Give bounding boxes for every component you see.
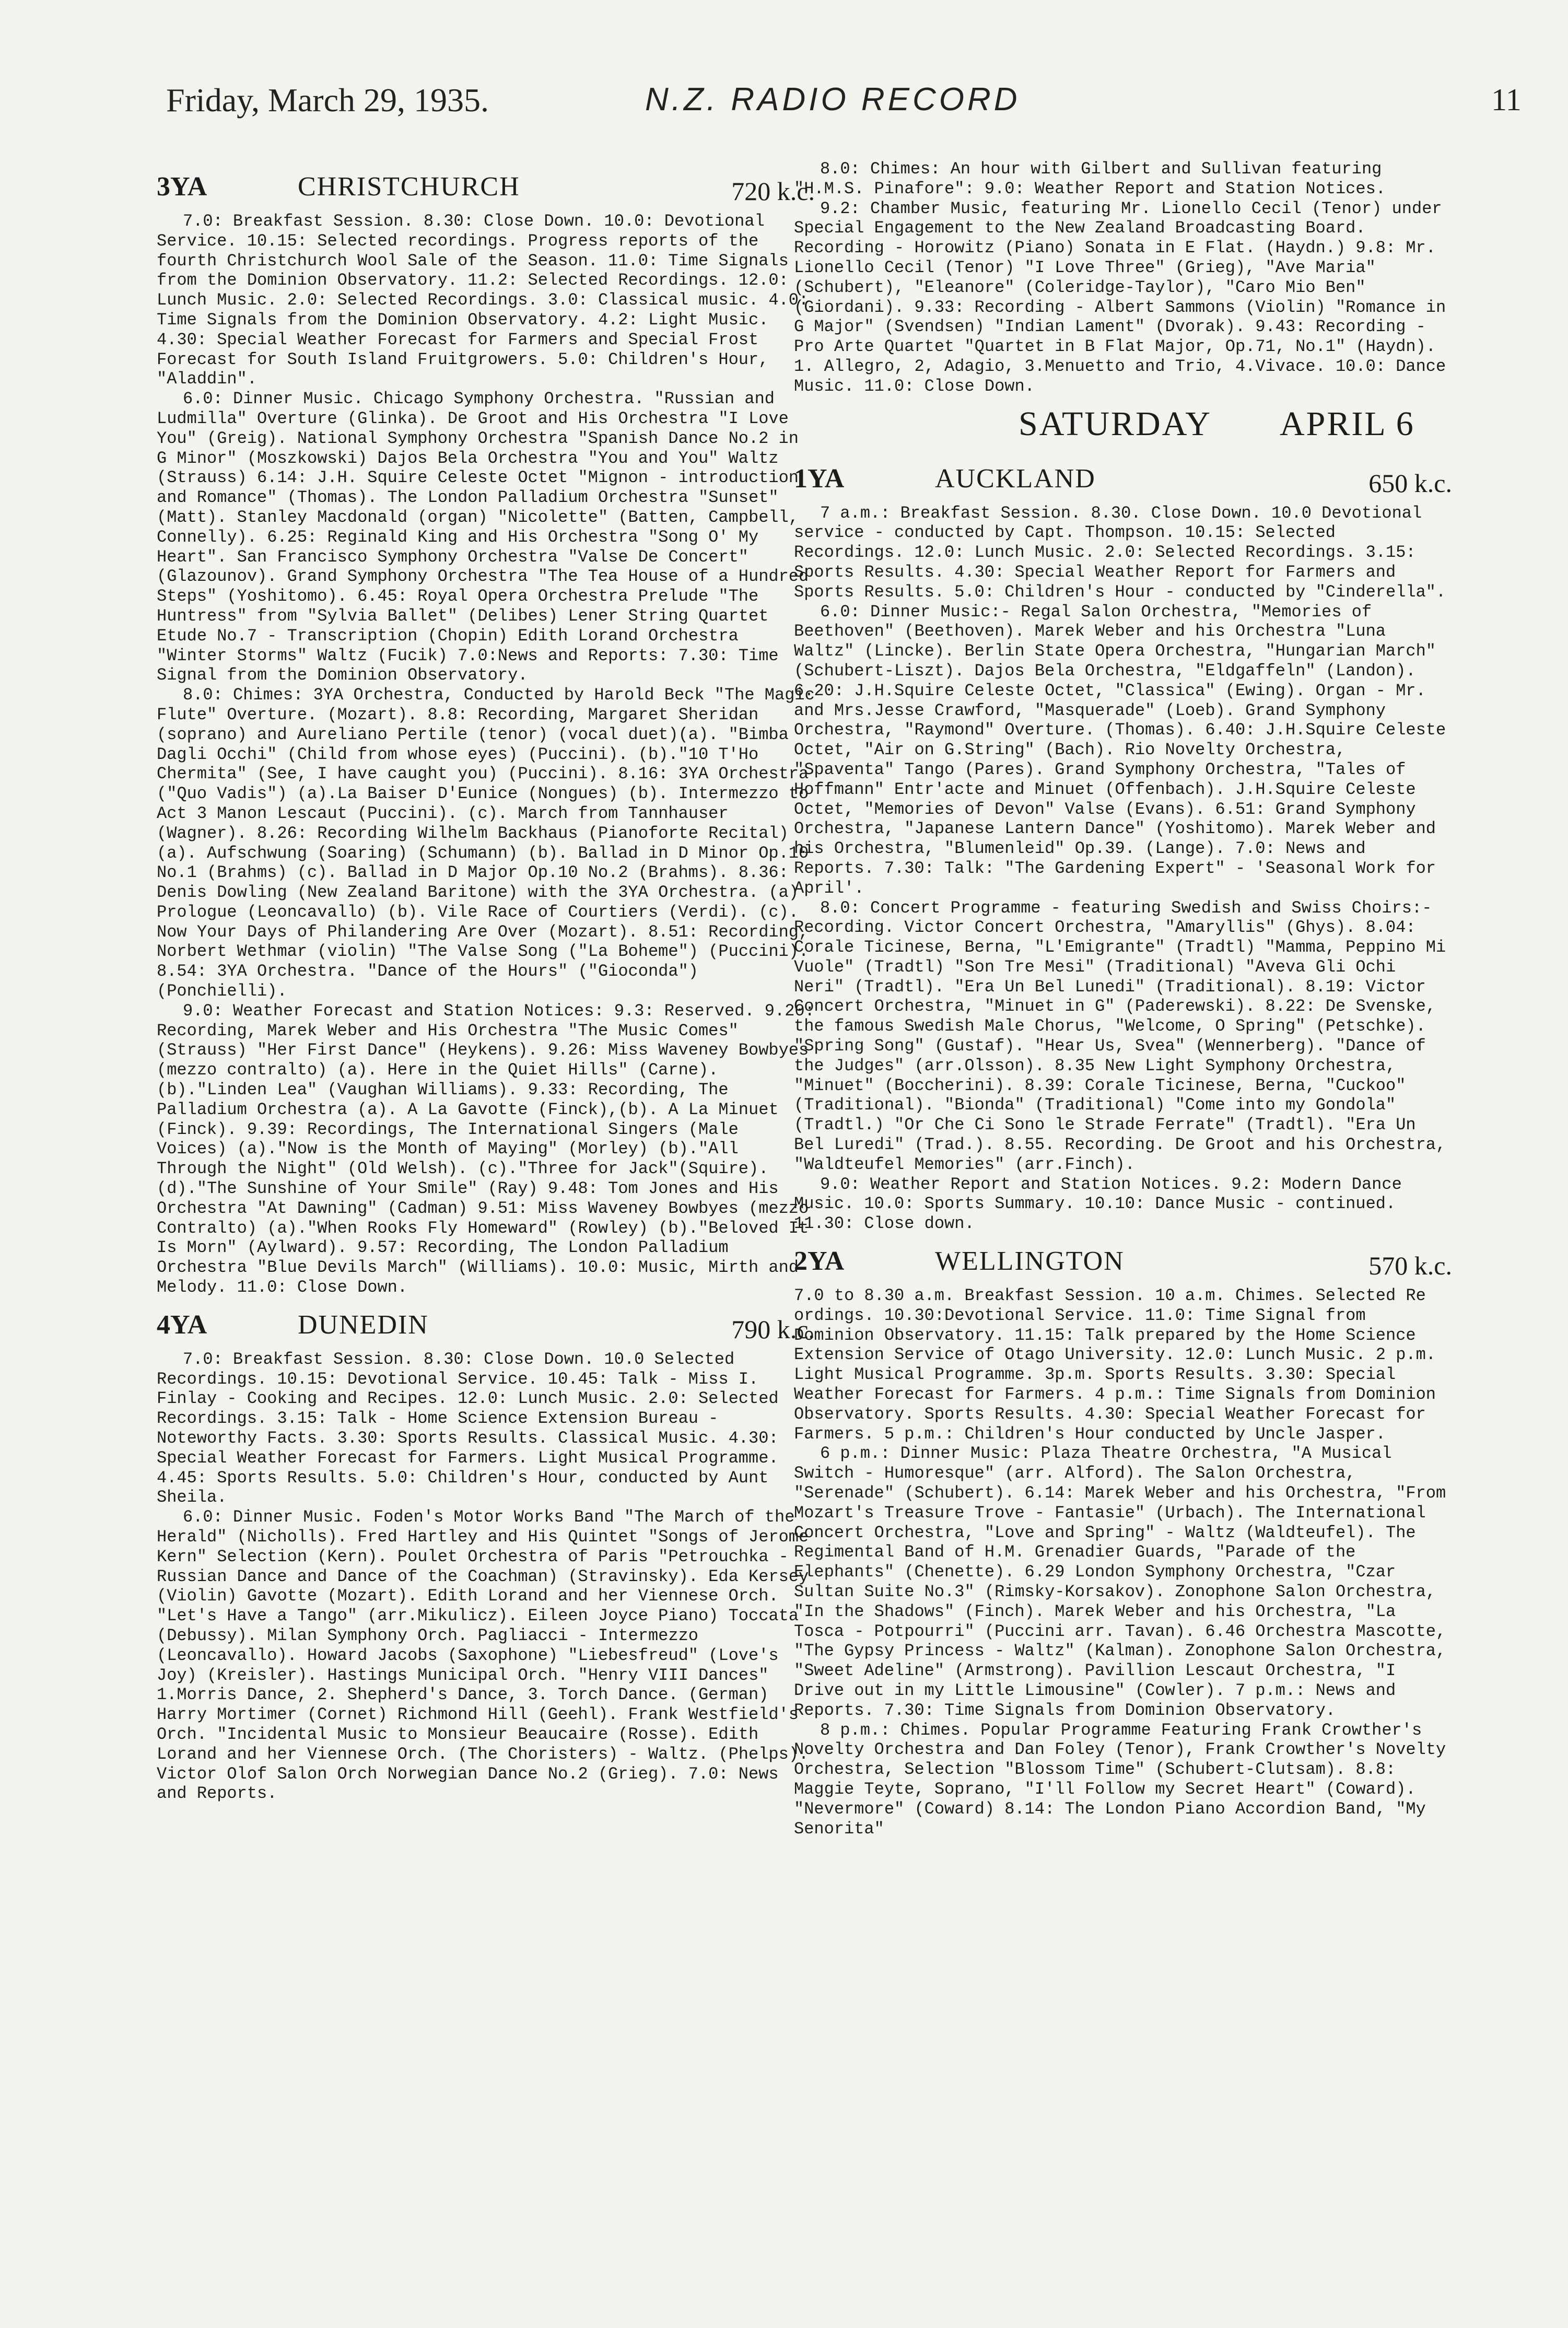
programme-paragraph: 6.0: Dinner Music. Chicago Symphony Orchestra. "Russian and Ludmilla" Overture (Glinka). De Groot and His Orchestra "I Love You" (Greig). National Symphony Orchestra "Spanish Dance No.2 in G Minor" (Moszkowski) Dajos Bela Orchestra "You and You" Waltz (Strauss) 6.14: J.H. Squire Celeste Octet "Mignon - introduction and Romance" (Thomas). The London Palladium Orchestra "Sunset" (Matt). Stanley Macdonald (organ) "Nicolette" (Batten, Campbell, Connelly). 6.25: Reginald King and His Orchestra "Song O' My Heart". San Francisco Symphony Orchestra "Valse De Concert" (Glazounov). Grand Symphony Orchestra "The Tea House of a Hundred Steps" (Yoshitomo). 6.45: Royal Opera Orchestra Prelude "The Huntress" from "Sylvia Ballet" (Delibes) Lener String Quartet Etude No.7 - Transcription (Chopin) Edith Lorand Orchestra "Winter Storms" Waltz (Fucik) 7.0:News and Reports: 7.30: Time Signal from the Dominion Observatory. — [157, 389, 809, 685]
programme-paragraph: 6 p.m.: Dinner Music: Plaza Theatre Orchestra, "A Musical Switch - Humoresque" (arr. Alford). The Salon Orchestra, "Serenade" (Schubert). 6.14: Marek Weber and his Orchestra, "From Mozart's Treasure Trove - Fantasie" (Urbach). The International Concert Orchestra, "Love and Spring" - Waltz (Waldteufel). The Regimental Band of H.M. Grenadier Guards, "Parade of the Elephants" (Chenette). 6.29 London Symphony Orchestra, "Czar Sultan Suite No.3" (Rimsky-Korsakov). Zonophone Salon Orchestra, "In the Shadows" (Finch). Marek Weber and his Orchestra, "La Tosca - Potpourri" (Puccini arr. Tavan). 6.46 Orchestra Mascotte, "The Gypsy Princess - Waltz" (Kalman). Zonophone Salon Orchestra, "Sweet Adeline" (Armstrong). Pavillion Lescaut Orchestra, "I Drive out in my Little Limousine" (Cowler). 7 p.m.: News and Reports. 7.30: Time Signals from Dominion Observatory. — [794, 1444, 1446, 1720]
day-name: SATURDAY — [1019, 404, 1212, 443]
programme-paragraph: 8.0: Chimes: 3YA Orchestra, Conducted by Harold Beck "The Magic Flute" Overture. (Mozart). 8.8: Recording, Margaret Sheridan (soprano) and Aureliano Pertile (tenor) (vocal duet)(a). "Bimba Dagli Occhi" (Child from whose eyes) (Puccini). (b)."10 T'Ho Chermita" (See, I have caught you) (Puccini). 8.16: 3YA Orchestra ("Quo Vadis") (a).La Baiser D'Eunice (Nongues) (b). Intermezzo to Act 3 Manon Lescaut (Puccini). (c). March from Tannhauser (Wagner). 8.26: Recording Wilhelm Backhaus (Pianoforte Recital) (a). Aufschwung (Soaring) (Schumann) (b). Ballad in D Minor Op.10 No.1 (Brahms) (c). Ballad in D Major Op.10 No.2 (Brahms). 8.36: Denis Dowling (New Zealand Baritone) with the 3YA Orchestra. (a) Prologue (Leoncavallo) (b). Vile Race of Courtiers (Verdi). (c). Now Your Days of Philandering Are Over (Mozart). 8.51: Recording, Norbert Wethmar (violin) "The Valse Song ("La Boheme") (Puccini). 8.54: 3YA Orchestra. "Dance of the Hours" ("Gioconda") (Ponchielli). — [157, 685, 815, 1001]
page-number: 11 — [1491, 83, 1522, 117]
programme-paragraph: 8.0: Chimes: An hour with Gilbert and Sullivan featuring "H.M.S. Pinafore": 9.0: Weather Report and Station Notices. — [794, 159, 1386, 198]
station-frequency: 790 k.c. — [731, 1314, 815, 1344]
programme-paragraph: 6.0: Dinner Music:- Regal Salon Orchestra, "Memories of Beethoven" (Beethoven). Marek Weber and his Orchestra "Luna Waltz" (Lincke). Berlin State Opera Orchestra, "Hungarian March" (Schubert-Liszt). Dajos Bela Orchestra, "Eldgaffeln" (Landon). 6.20: J.H.Squire Celeste Octet, "Classica" (Ewing). Organ - Mr. and Mrs.Jesse Crawford, "Masquerade" (Loeb). Grand Symphony Orchestra, "Raymond" Overture. (Thomas). 6.40: J.H.Squire Celeste Octet, "Air on G.String" (Bach). Rio Novelty Orchestra, "Spaventa" Tango (Pares). Grand Symphony Orchestra, "Tales of Hoffmann" Entr'acte and Minuet (Offenbach). J.H.Squire Celeste Octet, "Memories of Devon" Valse (Evans). 6.51: Grand Symphony Orchestra, "Japanese Lantern Dance" (Yoshitomo). Marek Weber and his Orchestra, "Blumenleid" Op.39. (Lange). 7.0: News and Reports. 7.30: Talk: "The Gardening Expert" - 'Seasonal Work for April'. — [794, 602, 1446, 898]
station-code: 3YA — [157, 172, 207, 202]
right-column — [794, 159, 1452, 1839]
station-city: DUNEDIN — [298, 1309, 429, 1340]
station-code: 2YA — [794, 1246, 845, 1277]
day-date: APRIL 6 — [1280, 404, 1415, 443]
programme-paragraph: 9.2: Chamber Music, featuring Mr. Lionello Cecil (Tenor) under Special Engagement to the New Zealand Broadcasting Board. Recording - Horowitz (Piano) Sonata in E Flat. (Haydn.) 9.8: Mr. Lionello Cecil (Tenor) "I Love Three" (Grieg), "Ave Maria" (Schubert), "Eleanore" (Coleridge-Taylor), "Caro Mio Ben" (Giordani). 9.33: Recording - Albert Sammons (Violin) "Romance in G Major" (Svendsen) "Indian Lament" (Dvorak). 9.43: Recording - Pro Arte Quartet "Quartet in B Flat Major, Op.71, No.1" (Haydn). 1. Allegro, 2, Adagio, 3.Menuetto and Trio, 4.Vivace. 10.0: Dance Music. 11.0: Close Down. — [794, 198, 1446, 396]
station-city: CHRISTCHURCH — [298, 172, 520, 202]
programme-paragraph: 6.0: Dinner Music. Foden's Motor Works Band "The March of the Herald" (Nicholls). Fred Hartley and His Quintet "Songs of Jerome Kern" Selection (Kern). Poulet Orchestra of Paris "Petrouchka - Russian Dance and Dance of the Coachman) (Stravinsky). Eda Kersey (Violin) Gavotte (Mozart). Edith Lorand and her Viennese Orch. "Let's Have a Tango" (arr.Mikulicz). Eileen Joyce Piano) Toccata (Debussy). Milan Symphony Orch. Pagliacci - Intermezzo (Leoncavallo). Howard Jacobs (Saxophone) "Liebesfreud" (Love's Joy) (Kreisler). Hastings Municipal Orch. "Henry VIII Dances" 1.Morris Dance, 2. Shepherd's Dance, 3. Torch Dance. (German) Harry Mortimer (Cornet) Richmond Hill (Geehl). Frank Westfield's Orch. "Incidental Music to Monsieur Beaucaire (Rosse). Edith Lorand and her Viennese Orch. (The Choristers) - Waltz. (Phelps). Victor Olof Salon Orch Norwegian Dance No.2 (Grieg). 7.0: News and Reports. — [157, 1507, 809, 1804]
programme-paragraph: 7.0: Breakfast Session. 8.30: Close Down. 10.0 Selected Recordings. 10.15: Devotional Service. 10.45: Talk - Miss I. Finlay - Cooking and Recipes. 12.0: Lunch Music. 2.0: Selected Recordings. 3.15: Talk - Home Science Extension Bureau - Noteworthy Facts. 3.30: Sports Results. Classical Music. 4.30: Special Weather Forecast for Farmers. Light Musical Programme. 4.45: Sports Results. 5.0: Children's Hour, conducted by Aunt Sheila. — [157, 1349, 779, 1507]
programme-paragraph: 8.0: Concert Programme - featuring Swedish and Swiss Choirs:- Recording. Victor Concert Orchestra, "Amaryllis" (Ghys). 8.04: Corale Ticinese, Berna, "L'Emigrante" (Tradtl) "Mamma, Peppino Mi Vuole" (Tradtl) "Son Tre Mesi" (Traditional) "Aveva Gli Ochi Neri" (Tradtl). "Era Un Bel Lunedi" (Traditional). 8.19: Victor Concert Orchestra, "Minuet in G" (Paderewski). 8.22: De Svenske, the famous Swedish Male Chorus, "Welcome, O Spring" (Petschke). "Spring Song" (Gustaf). "Hear Us, Svea" (Wennerberg). "Dance of the Judges" (arr.Olsson). 8.35 New Light Symphony Orchestra, "Minuet" (Boccherini). 8.39: Corale Ticinese, Berna, "Cuckoo" (Traditional). "Bionda" (Traditional) "Come into my Gondola" (Tradtl.) "Or Che Ci Sono le Strade Ferrate" (Tradtl). "Era Un Bel Luredi" (Trad.). 8.55. Recording. De Groot and his Orchestra, "Waldteufel Memories" (arr.Finch). — [794, 898, 1446, 1174]
station-frequency: 650 k.c. — [1368, 468, 1452, 498]
station-frequency: 570 k.c. — [1368, 1251, 1452, 1281]
station-city: WELLINGTON — [935, 1246, 1125, 1277]
station-header-3ya — [157, 159, 815, 212]
page-header — [0, 81, 1568, 128]
station-header-2ya — [794, 1234, 1452, 1286]
issue-date: Friday, March 29, 1935. — [166, 81, 489, 119]
programme-paragraph: 8 p.m.: Chimes. Popular Programme Featuring Frank Crowther's Novelty Orchestra and Dan Foley (Tenor), Frank Crowther's Novelty Orchestra, Selection "Blossom Time" (Schubert-Clutsam). 8.8: Maggie Teyte, Soprano, "I'll Follow my Secret Heart" (Coward). "Nevermore" (Coward) 8.14: The London Piano Accordion Band, "My Senorita" — [794, 1720, 1446, 1839]
programme-paragraph: 7.0: Breakfast Session. 8.30: Close Down. 10.0: Devotional Service. 10.15: Selected recordings. Progress reports of the fourth Christchurch Wool Sale of the Season. 11.0: Time Signals from the Dominion Observatory. 11.2: Selected Recordings. 12.0: Lunch Music. 2.0: Selected Recordings. 3.0: Classical music. 4.0: Time Signals from the Dominion Observatory. 4.2: Light Music. 4.30: Special Weather Forecast for Farmers and Special Frost Forecast for South Island Fruitgrowers. 5.0: Children's Hour, "Aladdin". — [157, 212, 809, 389]
programme-paragraph: 9.0: Weather Report and Station Notices. 9.2: Modern Dance Music. 10.0: Sports Summary. 10.10: Dance Music - continued. 11.30: Close down. — [794, 1174, 1402, 1234]
station-header-1ya — [794, 451, 1452, 504]
station-header-4ya — [157, 1297, 815, 1350]
programme-paragraph: 7.0 to 8.30 a.m. Breakfast Session. 10 a.m. Chimes. Selected Re ordings. 10.30:Devotional Service. 11.0: Time Signal from Dominion Observatory. 11.15: Talk prepared by the Home Science Extension Service of Otago University. 12.0: Lunch Music. 2 p.m. Light Musical Programme. 3p.m. Sports Results. 3.30: Special Weather Forecast for Farmers. 4 p.m.: Time Signals from Dominion Observatory. Sports Results. 4.30: Special Weather Forecast for Farmers. 5 p.m.: Children's Hour conducted by Uncle Jasper. — [794, 1286, 1436, 1444]
day-heading — [794, 396, 1452, 451]
publication-title: N.Z. RADIO RECORD — [645, 81, 1021, 118]
station-code: 1YA — [794, 463, 845, 494]
station-city: AUCKLAND — [935, 463, 1096, 494]
programme-paragraph: 7 a.m.: Breakfast Session. 8.30. Close Down. 10.0 Devotional service - conducted by Capt. Thompson. 10.15: Selected Recordings. 12.0: Lunch Music. 2.0: Selected Recordings. 3.15: Sports Results. 4.30: Special Weather Report for Farmers and Sports Results. 5.0: Children's Hour - conducted by "Cinderella". — [794, 503, 1446, 602]
station-frequency: 720 k.c. — [731, 177, 815, 206]
left-column — [157, 159, 815, 1804]
programme-paragraph: 9.0: Weather Forecast and Station Notices: 9.3: Reserved. 9.20: Recording, Marek Weber and His Orchestra "The Music Comes" (Strauss) "Her First Dance" (Heykens). 9.26: Miss Waveney Bowbyes (mezzo contralto) (a). Here in the Quiet Hills" (Carne). (b)."Linden Lea" (Vaughan Williams). 9.33: Recording, The Palladium Orchestra (a). A La Gavotte (Finck),(b). A La Minuet (Finck). 9.39: Recordings, The International Singers (Male Voices) (a)."Now is the Month of Maying" (Morley) (b)."All Through the Night" (Old Welsh). (c)."Three for Jack"(Squire). (d)."The Sunshine of Your Smile" (Ray) 9.48: Tom Jones and His Orchestra "At Dawning" (Cadman) 9.51: Miss Waveney Bowbyes (mezzo Contralto) (a)."When Rooks Fly Homeward" (Rowley) (b)."Beloved It Is Morn" (Aylward). 9.57: Recording, The London Palladium Orchestra "Blue Devils March" (Williams). 10.0: Music, Mirth and Melody. 11.0: Close Down. — [157, 1001, 815, 1297]
station-code: 4YA — [157, 1309, 207, 1340]
